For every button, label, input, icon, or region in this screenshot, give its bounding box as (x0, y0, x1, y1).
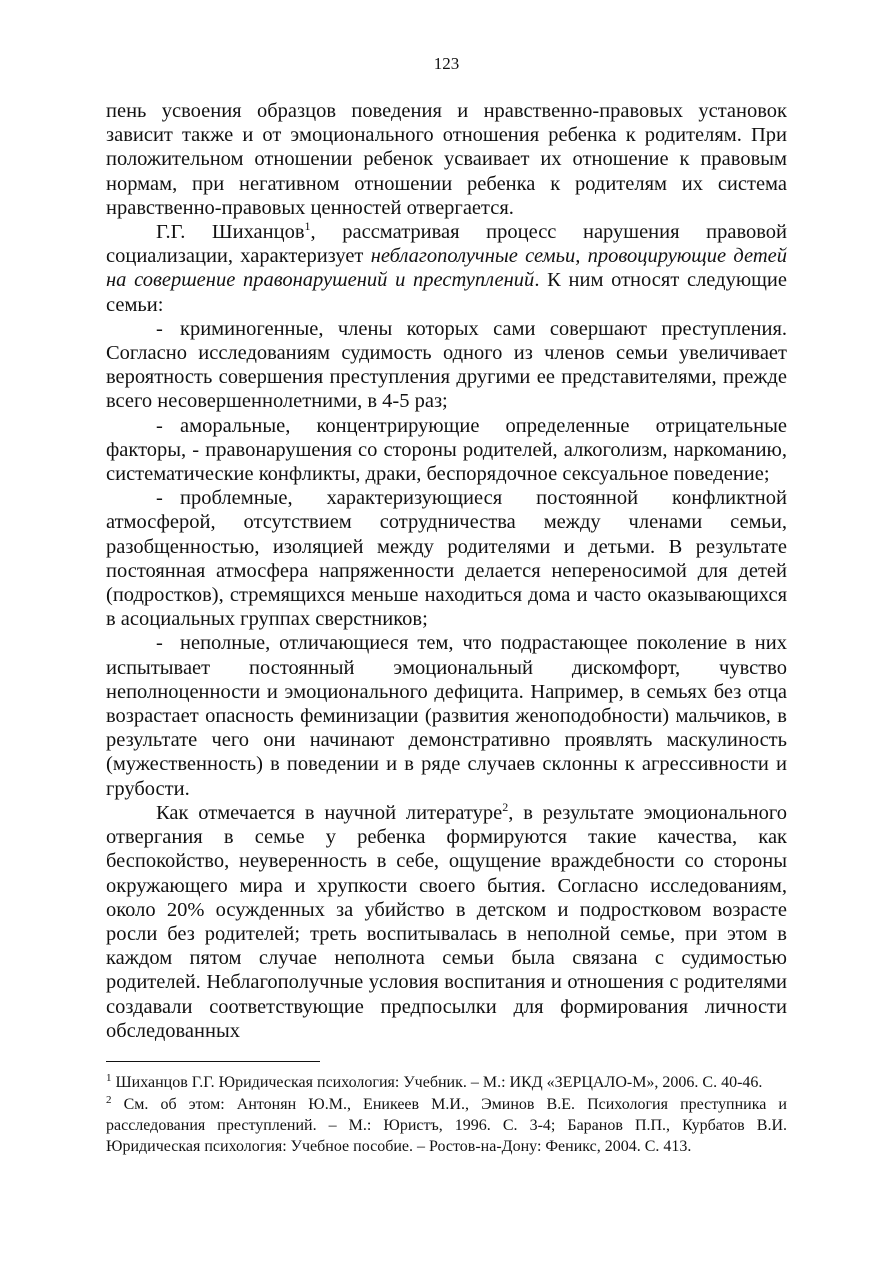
list-item (106, 486, 787, 631)
footnote-text: См. об этом: Антонян Ю.М., Еникеев М.И., Эминов В.Е. Психология преступника и расследования преступлений. – М.: Юристъ, 1996. С. 3-4; Баранов П.П., Курбатов В.И. Юридическая психология: Учебное пособие. – Ростов-на-Дону: Феникс, 2004. С. 413. (106, 1096, 787, 1155)
paragraph-text: Как отмечается в научной литературе (156, 801, 503, 824)
footnote-text: Шиханцов Г.Г. Юридическая психология: Учебник. – М.: ИКД «ЗЕРЦАЛО-М», 2006. С. 40-46. (115, 1074, 763, 1091)
footnote-1 (106, 1072, 787, 1093)
list-dash: - (156, 487, 163, 510)
paragraph-text: Г.Г. Шиханцов (156, 221, 305, 244)
list-item-text: проблемные, характеризующиеся постоянной конфликтной атмосферой, отсутствием сотрудничества между членами семьи, разобщенностью, изоляцией между родителями и детьми. В результате постоянная атмосфера напряженности делается непереносимой для детей (подростков), стремящихся меньше находиться дома и часто оказывающихся в асоциальных группах сверстников; (106, 487, 787, 631)
page-number: 123 (433, 54, 460, 73)
list-dash: - (156, 317, 163, 340)
list-item (106, 414, 787, 487)
list-item (106, 317, 787, 414)
paragraph-literature (106, 801, 787, 1043)
emphasized-term: неблагополучные семьи, провоцирующие детей на совершение правонарушений и преступлений (106, 245, 788, 292)
paragraph-shikhantsov (106, 220, 787, 317)
paragraph-continuation: пень усвоения образцов поведения и нравственно-правовых установок зависит также и от эмоционального отношения ребенка к родителям. При положительном отношении ребенок усваивает их отношение к правовым нормам, при негативном отношении ребенка к родителям их система нравственно-правовых ценностей отвергается. (106, 100, 787, 219)
list-item-text: неполные, отличающиеся тем, что подрастающее поколение в них испытывает постоянный эмоциональный дискомфорт, чувство неполноценности и эмоционального дефицита. Например, в семьях без отца возрастает опасность феминизации (развития женоподобности) мальчиков, в результате чего они начинают демонстративно проявлять маскулиность (мужественность) в поведении и в ряде случаев склонны к агрессивности и грубости. (106, 632, 787, 800)
list-item-text: аморальные, концентрирующие определенные отрицательные факторы, - правонарушения со стороны родителей, алкоголизм, наркоманию, систематические конфликты, драки, беспорядочное сексуальное поведение; (106, 414, 787, 486)
body-text (106, 99, 787, 1043)
footnote-separator (106, 1061, 320, 1062)
list-dash: - (156, 414, 163, 437)
list-item-text: криминогенные, члены которых сами совершают преступления. Согласно исследованиям судимость одного из членов семьи увеличивает вероятность совершения преступления другими ее представителями, прежде всего несовершеннолетними, в 4-5 раз; (106, 317, 787, 413)
footnote-marker: 2 (106, 1094, 112, 1106)
paragraph-text: . К ним относят следующие семьи: (106, 269, 787, 316)
list-item (106, 631, 787, 800)
list-dash: - (156, 632, 163, 655)
footnote-2 (106, 1094, 787, 1157)
footnote-marker: 1 (106, 1072, 112, 1084)
footnote-ref-1[interactable]: 1 (304, 219, 311, 234)
footnotes (106, 1072, 787, 1158)
paragraph-text: , рассматривая процесс нарушения правовой социализации, характеризует (106, 221, 787, 268)
footnote-ref-2[interactable]: 2 (502, 799, 509, 814)
paragraph-text: , в результате эмоционального отвергания в семье у ребенка формируются такие качества, как беспокойство, неуверенность в себе, ощущение враждебности со стороны окружающего мира и хрупкости своего бытия. Согласно исследованиям, около 20% осужденных за убийство в детском и подростковом возрасте росли без родителей; треть воспитывалась в неполной семье, при этом в каждом пятом случае неполнота семьи была связана с судимостью родителей. Неблагополучные условия воспитания и отношения с родителями создавали соответствующие предпосылки для формирования личности обследованных (106, 801, 787, 1042)
